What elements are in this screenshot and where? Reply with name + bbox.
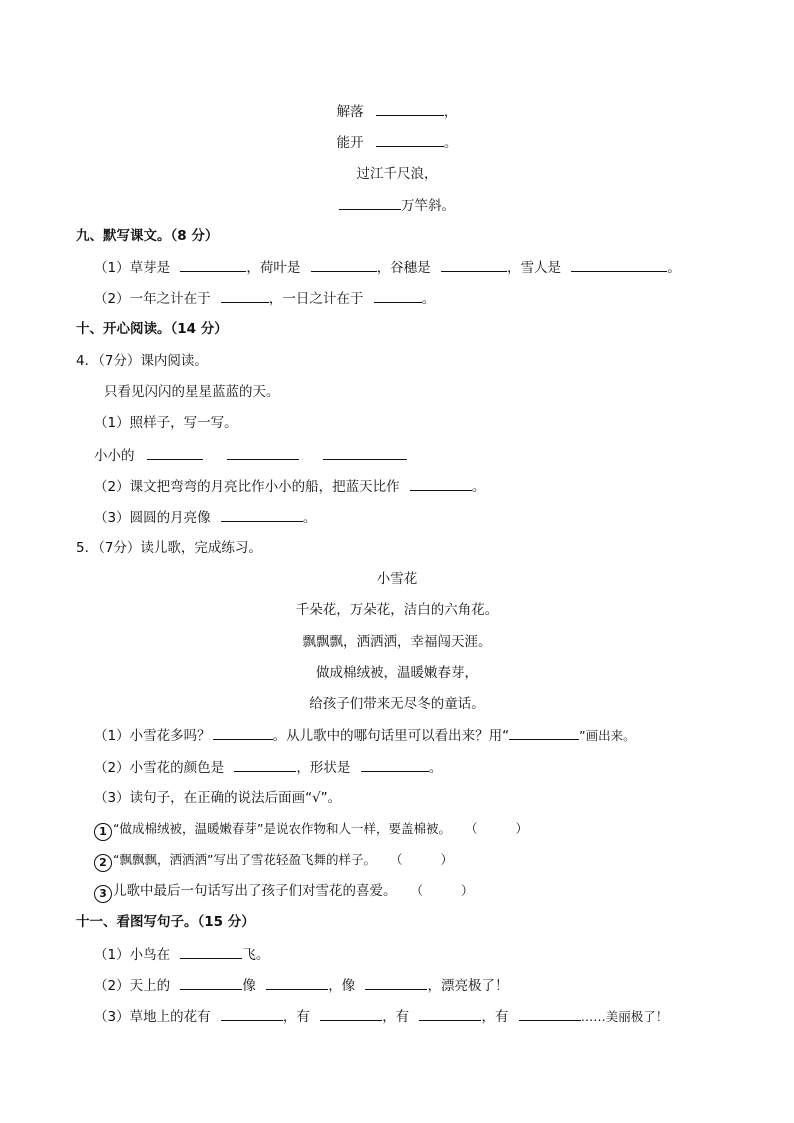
paren-close: ） xyxy=(461,883,474,898)
q-text: ”画出来。 xyxy=(579,728,636,743)
punct: 。 xyxy=(302,510,317,526)
q-text: ，有 xyxy=(481,1009,509,1025)
answer-blank[interactable] xyxy=(266,975,328,990)
q-text: （2）小雪花的颜色是 xyxy=(94,760,225,776)
answer-blank[interactable] xyxy=(365,975,427,990)
punct: 。 xyxy=(428,760,443,776)
poem-line-3: 过江千尺浪， xyxy=(356,166,438,182)
answer-blank[interactable] xyxy=(180,944,242,959)
q-text: ……美丽极了！ xyxy=(580,1009,669,1024)
answer-blank[interactable] xyxy=(221,507,303,522)
answer-blank[interactable] xyxy=(509,725,579,740)
answer-blank[interactable] xyxy=(339,195,401,210)
s11-question-1 xyxy=(94,944,269,965)
answer-blank[interactable] xyxy=(410,476,472,491)
answer-blank[interactable] xyxy=(227,445,299,460)
q-text: （2）课文把弯弯的月亮比作小小的船，把蓝天比作 xyxy=(94,479,400,495)
q-text: （1）小雪花多吗？ xyxy=(94,728,211,744)
q5-poem-line-1: 千朵花，万朵花，洁白的六角花。 xyxy=(295,602,499,618)
circled-number-2: 2 xyxy=(94,854,112,872)
option-text: “飘飘飘，洒洒洒”写出了雪花轻盈飞舞的样子。 xyxy=(113,852,376,867)
poem-line-2-text: 能开 xyxy=(336,135,364,151)
paren-close: ） xyxy=(440,852,453,867)
q4-sub1: （1）照样子，写一写。 xyxy=(94,415,238,431)
paren-close: ） xyxy=(515,821,528,836)
answer-blank[interactable] xyxy=(221,1006,283,1021)
s11-question-2 xyxy=(94,975,508,996)
poem-line-1-text: 解落 xyxy=(336,104,364,120)
q-text: ，雪人是 xyxy=(506,260,561,276)
q5-heading: 5．（7分）读儿歌，完成练习。 xyxy=(76,540,262,556)
answer-blank[interactable] xyxy=(571,257,667,272)
answer-blank[interactable] xyxy=(234,757,296,772)
q4-sentence: 只看见闪闪的星星蓝蓝的天。 xyxy=(104,384,280,400)
poem-line-4-text: 万竿斜。 xyxy=(401,198,455,214)
q5-poem-line-3: 做成棉绒被，温暖嫩春芽， xyxy=(316,665,478,681)
answer-blank[interactable] xyxy=(320,1006,382,1021)
q4-heading: 4．（7分）课内阅读。 xyxy=(76,353,208,369)
answer-paren[interactable] xyxy=(411,881,474,901)
answer-blank[interactable] xyxy=(180,257,246,272)
punct: 。 xyxy=(443,135,458,151)
q-text: ，形状是 xyxy=(296,760,351,776)
answer-blank[interactable] xyxy=(519,1006,581,1021)
q-text: ，漂亮极了！ xyxy=(427,978,509,994)
s9-question-2 xyxy=(94,288,435,309)
answer-blank[interactable] xyxy=(376,132,444,147)
q-text: （3）草地上的花有 xyxy=(94,1009,211,1025)
q5-poem-title: 小雪花 xyxy=(376,571,418,587)
paren-open: （ xyxy=(410,883,424,898)
q-text: ，有 xyxy=(382,1009,410,1025)
q-text: ，荷叶是 xyxy=(246,260,301,276)
q-text: ，像 xyxy=(328,978,356,994)
q-text: 飞。 xyxy=(242,947,270,963)
q-text: ，有 xyxy=(282,1009,310,1025)
punct: 。 xyxy=(667,260,681,276)
punct: ， xyxy=(443,104,458,120)
q-text: （3）圆圆的月亮像 xyxy=(94,510,211,526)
answer-blank[interactable] xyxy=(323,445,407,460)
section-9-title: 九、默写课文。（8 分） xyxy=(76,228,219,244)
answer-blank[interactable] xyxy=(376,101,444,116)
answer-paren[interactable] xyxy=(390,850,453,870)
circled-number-1: 1 xyxy=(94,823,112,841)
poem-line-4 xyxy=(0,195,794,216)
option-row xyxy=(94,850,453,872)
section-10-title: 十、开心阅读。（14 分） xyxy=(76,321,228,337)
answer-blank[interactable] xyxy=(361,757,429,772)
q5-sub1 xyxy=(94,725,636,746)
q4-sub3 xyxy=(94,507,316,528)
q-text: 。从儿歌中的哪句话里可以看出来？用“ xyxy=(272,728,510,744)
q-text: （1）小鸟在 xyxy=(94,947,171,963)
answer-blank[interactable] xyxy=(147,445,203,460)
paren-open: （ xyxy=(464,821,478,836)
punct: 。 xyxy=(471,479,486,495)
answer-blank[interactable] xyxy=(180,975,242,990)
q-text: 小小的 xyxy=(94,448,135,464)
answer-blank[interactable] xyxy=(221,288,269,303)
option-text: “做成棉绒被，温暖嫩春芽”是说农作物和人一样，要盖棉被。 xyxy=(113,821,451,836)
q-text: ，一日之计在于 xyxy=(268,291,364,307)
q-num: （1） xyxy=(94,260,130,276)
option-row xyxy=(94,881,474,903)
q-text: 像 xyxy=(242,978,256,994)
s11-question-3 xyxy=(94,1006,668,1027)
q-text: （2）天上的 xyxy=(94,978,171,994)
answer-blank[interactable] xyxy=(311,257,377,272)
option-text: 儿歌中最后一句话写出了孩子们对雪花的喜爱。 xyxy=(113,883,397,899)
q5-sub2 xyxy=(94,757,442,778)
paren-open: （ xyxy=(389,852,403,867)
poem-line-1 xyxy=(0,101,794,122)
answer-blank[interactable] xyxy=(419,1006,481,1021)
circled-number-3: 3 xyxy=(94,885,112,903)
s9-question-1 xyxy=(94,257,681,278)
punct: 。 xyxy=(421,291,436,307)
q-text: 草芽是 xyxy=(129,260,171,276)
section-11-title: 十一、看图写句子。（15 分） xyxy=(76,914,255,930)
q-num: （2） xyxy=(94,291,130,307)
q5-poem-line-4: 给孩子们带来无尽冬的童话。 xyxy=(309,696,485,712)
answer-blank[interactable] xyxy=(374,288,422,303)
q5-sub3: （3）读句子，在正确的说法后面画“√”。 xyxy=(94,790,342,806)
option-row xyxy=(94,819,528,841)
poem-line-2 xyxy=(0,132,794,153)
q5-poem-line-2: 飘飘飘，洒洒洒，幸福闯天涯。 xyxy=(302,634,492,650)
answer-blank[interactable] xyxy=(213,725,273,740)
answer-blank[interactable] xyxy=(441,257,507,272)
q4-sub1-example xyxy=(94,445,407,466)
q-text: 一年之计在于 xyxy=(129,291,211,307)
q-text: ，谷穗是 xyxy=(376,260,431,276)
q4-sub2 xyxy=(94,476,485,497)
answer-paren[interactable] xyxy=(465,819,528,839)
